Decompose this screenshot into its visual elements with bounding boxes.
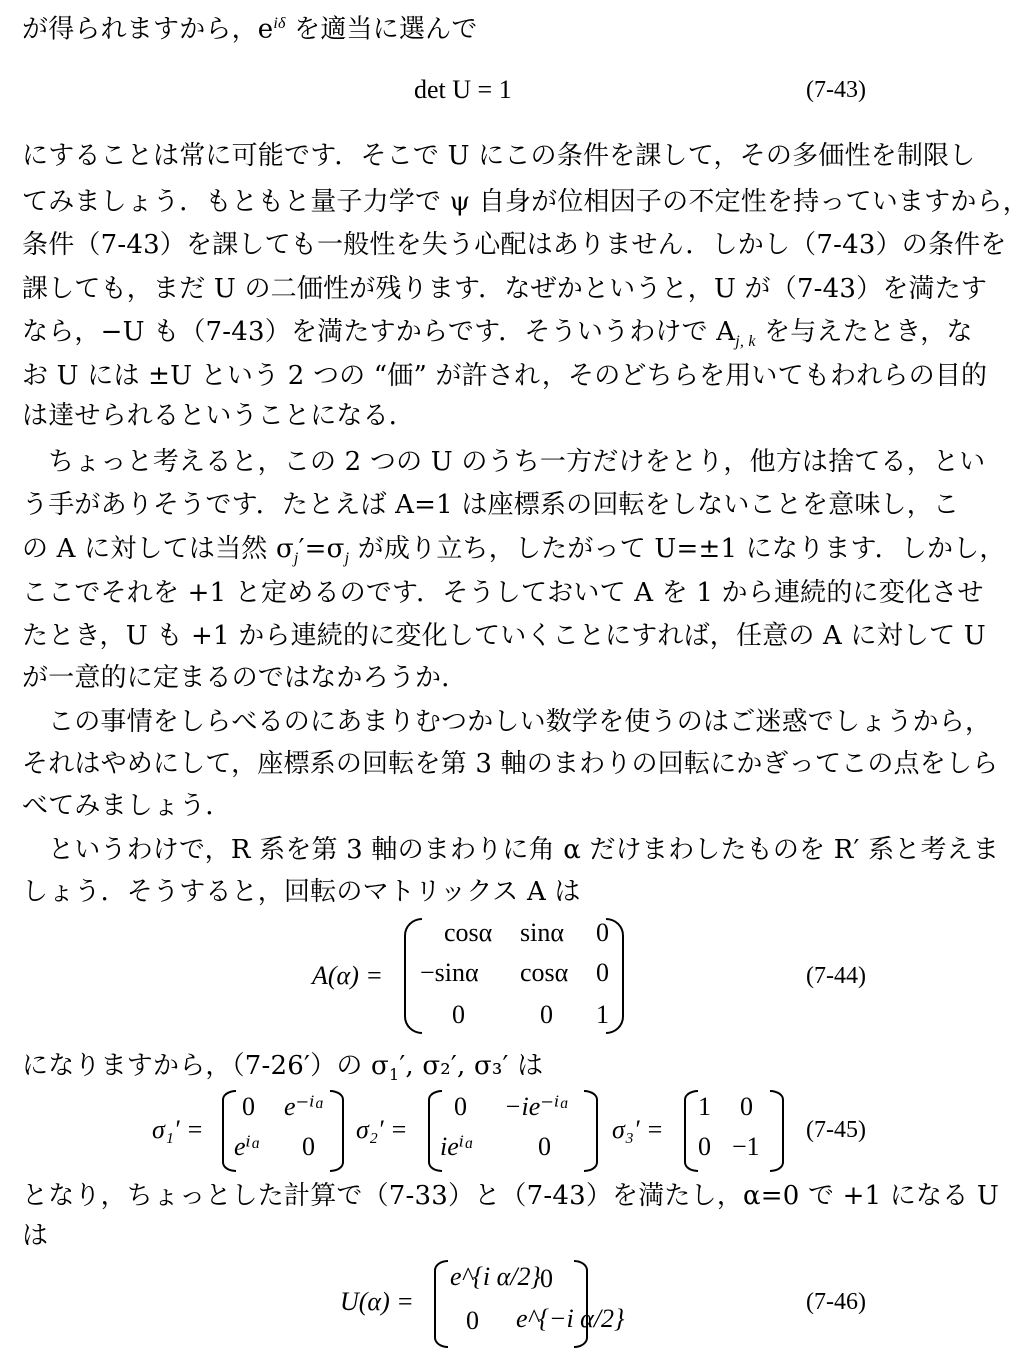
subscript-1: 1 (388, 1065, 400, 1085)
matrix-cell: cosα (520, 958, 569, 987)
text-line-20 (22, 1048, 918, 1093)
matrix-cell: cosα (444, 918, 493, 947)
matrix-u-alpha (446, 1260, 625, 1344)
matrix-cell: −ie⁻ⁱᵅ (504, 1092, 570, 1121)
sigma2-lhs: σ₂′ = (356, 1115, 408, 1144)
text-line-7: お U には ±U という 2 つの “価” が許され，そのどちらを用いてもわれらの目的 (22, 361, 988, 391)
text-line-17: べてみましょう． (22, 791, 232, 821)
text-line-2: にすることは常に可能です．そこで U にこの条件を課して，その多価性を制限し (22, 141, 976, 171)
matrix-cell: 0 (454, 1092, 467, 1121)
matrix-cell: 0 (538, 1132, 551, 1161)
equation-u-alpha-lhs: U(α) = (340, 1287, 414, 1316)
equation-det-u: det U = 1 (414, 75, 512, 104)
sigma1-lhs: σ₁′ = (152, 1115, 204, 1144)
matrix-cell: e^{−i α/2} (516, 1304, 625, 1333)
matrix-cell: eⁱᵅ (234, 1132, 262, 1161)
matrix-sigma2 (440, 1090, 584, 1168)
sigma3-lhs: σ₃′ = (612, 1115, 664, 1144)
equation-number: (7-45) (806, 1117, 866, 1143)
exponent: iδ (273, 15, 286, 32)
matrix-right-paren (330, 1090, 344, 1172)
matrix-cell: e^{i α/2} (450, 1262, 541, 1291)
matrix-cell: e⁻ⁱᵅ (284, 1092, 325, 1121)
text-segment: が得られますから，e (22, 14, 274, 45)
text-segment: を与えたとき，な (755, 317, 973, 347)
text-line-18: というわけで，R 系を第 3 軸のまわりに角 α だけまわしたものを R′ 系と考えま (48, 835, 1000, 865)
text-line-6 (22, 314, 973, 360)
text-segment: なら，−U も（7-43）を満たすからです．そういうわけで A (22, 317, 736, 347)
matrix-cell: 1 (596, 1000, 609, 1029)
matrix-cell: −1 (732, 1132, 760, 1161)
equation-a-alpha-lhs: A(α) = (312, 961, 383, 990)
matrix-sigma1 (234, 1090, 330, 1168)
text-line-13: たとき，U も +1 から連続的に変化していくことにすれば，任意の A に対して U (22, 621, 986, 651)
equation-number: (7-44) (806, 963, 866, 989)
matrix-cell: 0 (466, 1306, 479, 1335)
matrix-cell: ieⁱᵅ (440, 1132, 475, 1161)
text-segment: ′, σ₂′, σ₃′ は (399, 1051, 544, 1081)
text-segment: が成り立ち，したがって U=±1 になります．しかし， (349, 534, 1006, 564)
matrix-cell: 0 (540, 1264, 553, 1293)
matrix-cell: 1 (698, 1092, 711, 1121)
text-segment: になりますから，（7-26′）の σ (22, 1051, 389, 1081)
subscript-j: j (344, 550, 350, 568)
text-line-15: この事情をしらべるのにあまりむつかしい数学を使うのはご迷惑でしょうから， (48, 707, 992, 737)
matrix-cell: 0 (596, 918, 609, 947)
matrix-cell: 0 (698, 1132, 711, 1161)
text-line-10: う手がありそうです．たとえば A=1 は座標系の回転をしないことを意味し，こ (22, 490, 960, 520)
matrix-sigma3 (696, 1090, 770, 1168)
equation-number: (7-43) (806, 77, 866, 103)
matrix-cell: sinα (520, 918, 564, 947)
text-line-22: は (22, 1221, 49, 1251)
text-line-11 (22, 531, 1006, 577)
matrix-cell: −sinα (420, 958, 479, 987)
text-line-3: てみましょう．もともと量子力学で ψ 自身が位相因子の不定性を持っていますから， (22, 187, 1029, 217)
matrix-cell: 0 (452, 1000, 465, 1029)
text-line-1 (22, 6, 918, 48)
text-line-12: ここでそれを +1 と定めるのです．そうしておいて A を 1 から連続的に変化させ (22, 578, 984, 608)
subscript: j, k (735, 333, 756, 351)
text-line-16: それはやめにして，座標系の回転を第 3 軸のまわりの回転にかぎってこの点をしら (22, 749, 999, 779)
text-line-9: ちょっと考えると，この 2 つの U のうち一方だけをとり，他方は捨てる，とい (48, 447, 986, 477)
text-line-14: が一意的に定まるのではなかろうか． (22, 663, 468, 693)
matrix-cell: 0 (302, 1132, 315, 1161)
text-segment: ′=σ (298, 534, 345, 564)
matrix-cell: 0 (540, 1000, 553, 1029)
equation-number: (7-46) (806, 1289, 866, 1315)
text-segment: を適当に選んで (285, 14, 478, 45)
text-segment: の A に対しては当然 σ (22, 534, 294, 564)
matrix-right-paren (770, 1090, 784, 1172)
matrix-cell: 0 (740, 1092, 753, 1121)
text-line-21: となり，ちょっとした計算で（7-33）と（7-43）を満たし，α=0 で +1 になる U (22, 1181, 1000, 1211)
matrix-right-paren (584, 1090, 598, 1172)
text-line-4: 条件（7-43）を課しても一般性を失う心配はありません．しかし（7-43）の条件を (22, 230, 1007, 260)
matrix-cell: 0 (242, 1092, 255, 1121)
matrix-a-alpha (420, 918, 609, 1030)
text-line-5: 課しても，まだ U の二価性が残ります．なぜかというと，U が（7-43）を満たす (22, 274, 988, 304)
text-line-19: しょう．そうすると，回転のマトリックス A は (22, 877, 581, 907)
subscript-j: j (293, 550, 299, 568)
matrix-cell: 0 (596, 958, 609, 987)
text-line-8: は達せられるということになる． (22, 401, 416, 431)
